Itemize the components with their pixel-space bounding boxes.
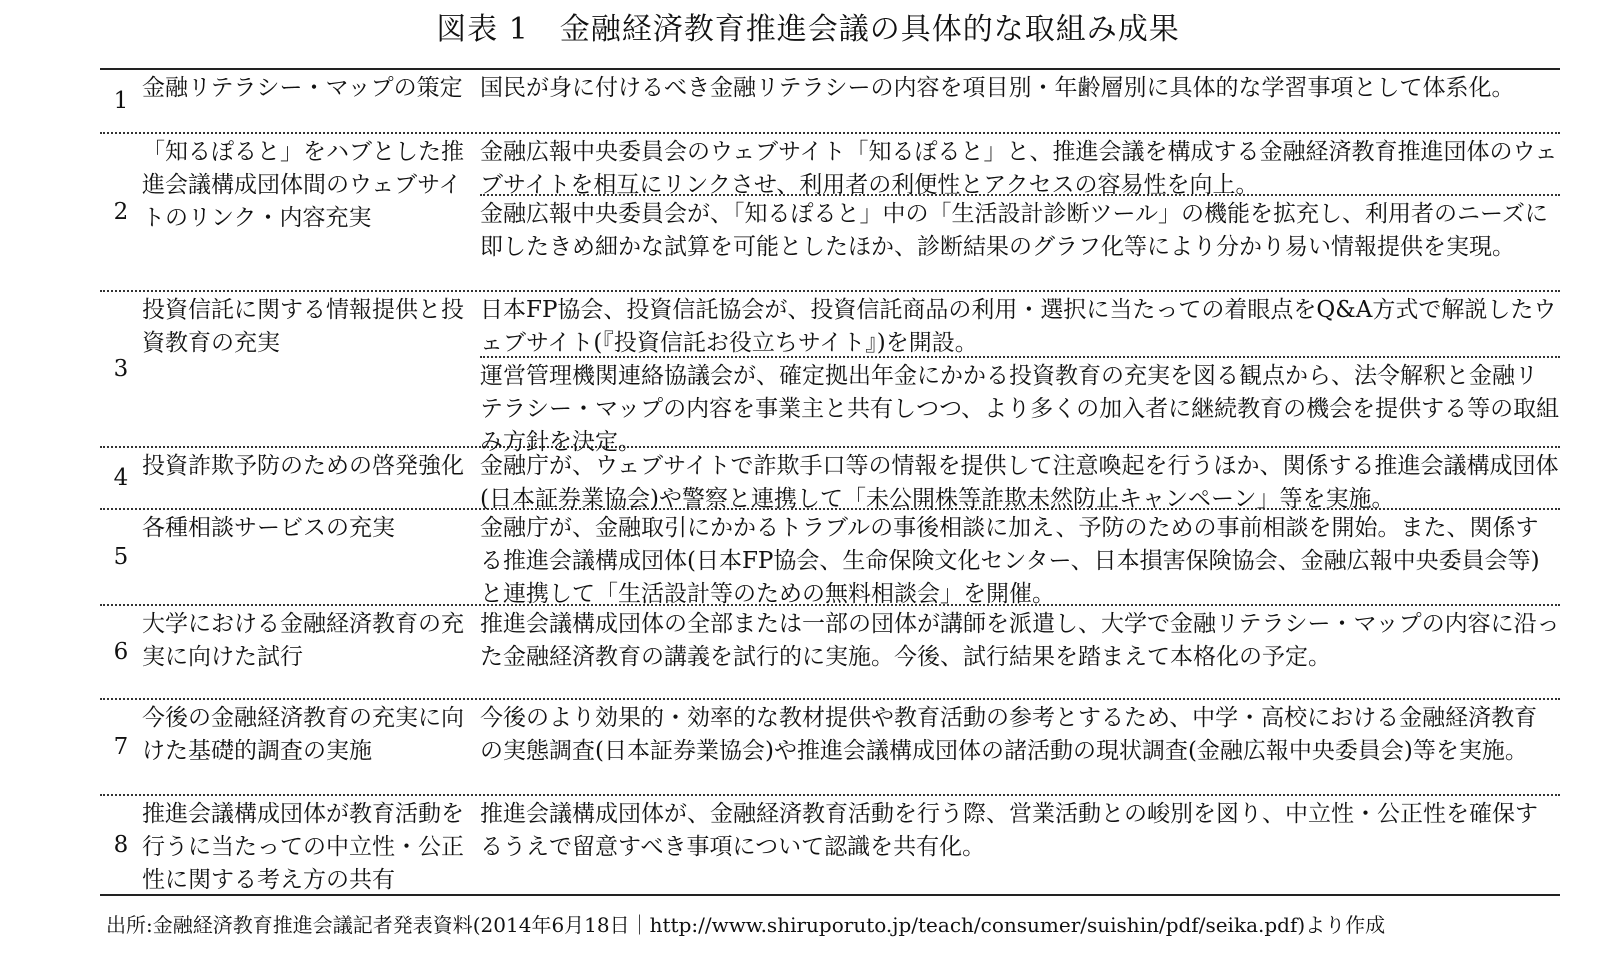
row-number: 6 bbox=[113, 639, 129, 665]
row-number: 3 bbox=[113, 356, 129, 382]
row-item: 「知るぽると」をハブとした推進会議構成団体間のウェブサイトのリンク・内容充実 bbox=[142, 139, 464, 231]
row-number: 8 bbox=[113, 832, 129, 858]
row-item: 金融リテラシー・マップの策定 bbox=[142, 75, 463, 101]
document-title: 図表 1 金融経済教育推進会議の具体的な取組み成果 bbox=[436, 12, 1180, 47]
row-detail: 金融広報中央委員会が、「知るぽると」中の「生活設計診断ツール」の機能を拡充し、利用者のニーズに即したきめ細かな試算を可能としたほか、診断結果のグラフ化等により分かり易い情報提供を実現。 bbox=[480, 194, 1560, 264]
row-item: 投資信託に関する情報提供と投資教育の充実 bbox=[142, 297, 464, 356]
row-item: 大学における金融経済教育の充実に向けた試行 bbox=[142, 611, 464, 670]
row-details bbox=[480, 796, 1560, 894]
row-details bbox=[480, 70, 1560, 132]
row-number: 2 bbox=[113, 199, 129, 225]
table-row bbox=[100, 448, 1560, 510]
row-details bbox=[480, 448, 1560, 512]
row-detail: 日本FP協会、投資信託協会が、投資信託商品の利用・選択に当たっての着眼点をQ&A方式で解説したウェブサイト(『投資信託お役立ちサイト』)を開設。 bbox=[480, 297, 1557, 356]
row-number: 5 bbox=[113, 544, 129, 570]
table-row bbox=[100, 134, 1560, 292]
row-detail: 金融広報中央委員会のウェブサイト「知るぽると」と、推進会議を構成する金融経済教育推進団体のウェブサイトを相互にリンクさせ、利用者の利便性とアクセスの容易性を向上。 bbox=[480, 139, 1558, 198]
row-details bbox=[480, 700, 1560, 794]
table-row bbox=[100, 292, 1560, 455]
row-detail: 運営管理機関連絡協議会が、確定拠出年金にかかる投資教育の充実を図る観点から、法令解釈と金融リテラシー・マップの内容を事業主と共有しつつ、より多くの加入者に継続教育の機会を提供する等の取組み方針を決定。 bbox=[480, 356, 1560, 459]
row-item: 今後の金融経済教育の充実に向けた基礎的調査の実施 bbox=[142, 705, 464, 764]
row-details bbox=[480, 606, 1560, 698]
table-row bbox=[100, 510, 1560, 606]
table-row bbox=[100, 606, 1560, 700]
table-row bbox=[100, 70, 1560, 134]
row-detail: 金融庁が、ウェブサイトで詐欺手口等の情報を提供して注意喚起を行うほか、関係する推進会議構成団体(日本証券業協会)や警察と連携して「未公開株等詐欺未然防止キャンペーン」等を実施。 bbox=[480, 453, 1559, 512]
row-item: 推進会議構成団体が教育活動を行うに当たっての中立性・公正性に関する考え方の共有 bbox=[142, 801, 464, 893]
row-detail: 今後のより効果的・効率的な教材提供や教育活動の参考とするため、中学・高校における金融経済教育の実態調査(日本証券業協会)や推進会議構成団体の諸活動の現状調査(金融広報中央委員会)等を実施。 bbox=[480, 705, 1538, 764]
row-detail: 金融庁が、金融取引にかかるトラブルの事後相談に加え、予防のための事前相談を開始。また、関係する推進会議構成団体(日本FP協会、生命保険文化センター、日本損害保険協会、金融広報中央委員会等)と連携して「生活設計等のための無料相談会」を開催。 bbox=[480, 515, 1540, 607]
row-item: 投資詐欺予防のための啓発強化 bbox=[142, 453, 464, 479]
row-item: 各種相談サービスの充実 bbox=[142, 515, 395, 541]
row-details bbox=[480, 510, 1560, 607]
row-number: 1 bbox=[113, 88, 129, 114]
results-table bbox=[100, 68, 1560, 896]
row-details bbox=[480, 292, 1560, 455]
row-detail: 推進会議構成団体の全部または一部の団体が講師を派遣し、大学で金融リテラシー・マップの内容に沿った金融経済教育の講義を試行的に実施。今後、試行結果を踏まえて本格化の予定。 bbox=[480, 611, 1560, 670]
table-row bbox=[100, 796, 1560, 894]
row-detail: 国民が身に付けるべき金融リテラシーの内容を項目別・年齢層別に具体的な学習事項として体系化。 bbox=[480, 75, 1515, 101]
row-number: 7 bbox=[113, 734, 129, 760]
source-note: 出所:金融経済教育推進会議記者発表資料(2014年6月18日｜http://www.shiruporuto.jp/teach/consumer/suishin/pdf/seika.pdf)より作成 bbox=[106, 913, 1386, 937]
table-row bbox=[100, 700, 1560, 796]
row-details bbox=[480, 134, 1560, 290]
row-number: 4 bbox=[113, 465, 129, 491]
row-detail: 推進会議構成団体が、金融経済教育活動を行う際、営業活動との峻別を図り、中立性・公正性を確保するうえで留意すべき事項について認識を共有化。 bbox=[480, 801, 1538, 860]
